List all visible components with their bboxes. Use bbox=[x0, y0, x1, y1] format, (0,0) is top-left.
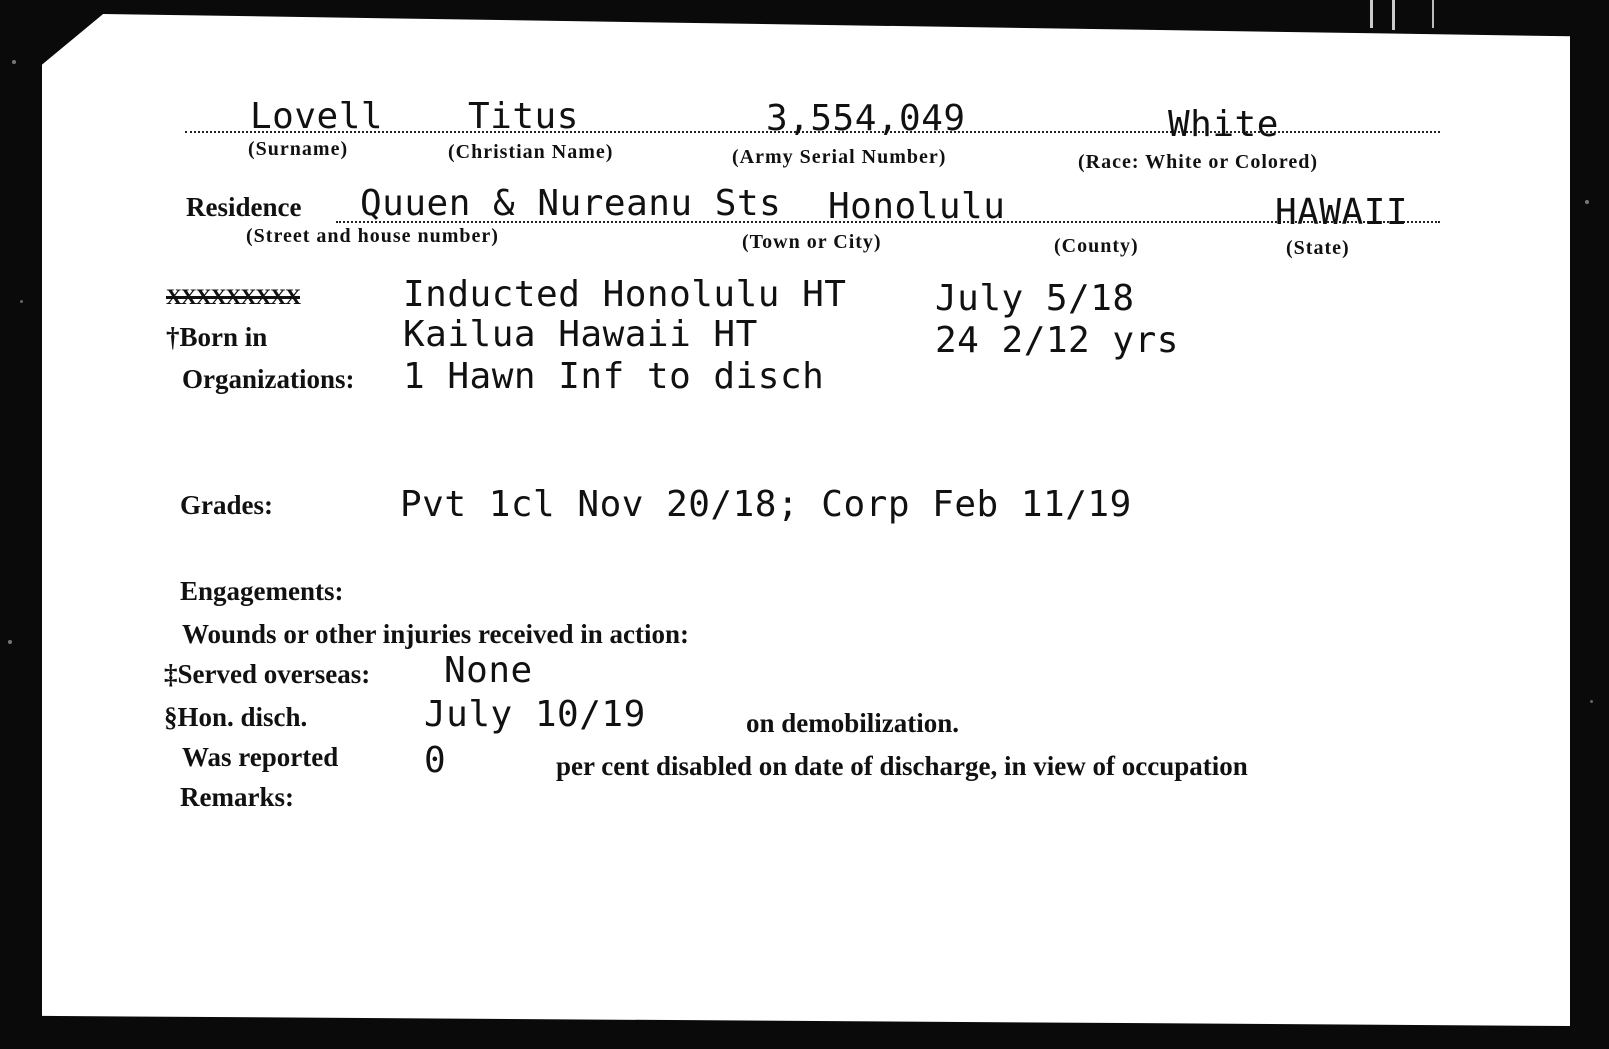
christian-name-caption: (Christian Name) bbox=[448, 141, 614, 163]
street-caption: (Street and house number) bbox=[246, 225, 499, 247]
serial-number-caption: (Army Serial Number) bbox=[732, 146, 947, 168]
struck-out-label: XXXXXXXXX bbox=[166, 284, 300, 309]
surname-value: Lovell bbox=[250, 96, 384, 137]
born-place-value: Kailua Hawaii HT bbox=[403, 314, 758, 355]
inducted-value: Inducted Honolulu HT bbox=[403, 274, 847, 315]
surname-caption: (Surname) bbox=[248, 138, 349, 160]
christian-name-value: Titus bbox=[468, 96, 579, 137]
residence-state-value: HAWAII bbox=[1275, 192, 1409, 233]
speck bbox=[1585, 200, 1589, 204]
wounds-label: Wounds or other injuries received in action: bbox=[182, 619, 690, 649]
engagements-label: Engagements: bbox=[180, 576, 344, 606]
speck bbox=[1590, 700, 1593, 703]
speck bbox=[20, 300, 23, 303]
film-edge-mark bbox=[1370, 0, 1373, 28]
was-reported-label: Was reported bbox=[182, 742, 339, 772]
served-overseas-value: None bbox=[444, 650, 533, 691]
remarks-label: Remarks: bbox=[180, 782, 294, 812]
grades-value: Pvt 1cl Nov 20/18; Corp Feb 11/19 bbox=[400, 484, 1132, 525]
state-caption: (State) bbox=[1286, 237, 1350, 259]
county-caption: (County) bbox=[1054, 235, 1139, 257]
race-value: White bbox=[1168, 104, 1279, 145]
hon-disch-label: §Hon. disch. bbox=[164, 702, 308, 732]
born-label: †Born in bbox=[166, 322, 268, 352]
film-edge-mark bbox=[1432, 0, 1434, 28]
organizations-label: Organizations: bbox=[182, 364, 355, 394]
served-overseas-label: ‡Served overseas: bbox=[164, 659, 371, 689]
disability-suffix: per cent disabled on date of discharge, in view of occupation bbox=[556, 751, 1248, 781]
age-value: 24 2/12 yrs bbox=[935, 320, 1179, 361]
residence-city-value: Honolulu bbox=[828, 186, 1006, 227]
grades-label: Grades: bbox=[180, 490, 273, 520]
race-caption: (Race: White or Colored) bbox=[1078, 151, 1319, 173]
city-caption: (Town or City) bbox=[742, 231, 882, 253]
disability-percent-value: 0 bbox=[424, 740, 447, 781]
hon-disch-suffix: on demobilization. bbox=[746, 708, 960, 738]
inducted-date-value: July 5/18 bbox=[935, 278, 1135, 319]
serial-number-value: 3,554,049 bbox=[766, 98, 966, 139]
film-edge-mark bbox=[1392, 0, 1395, 30]
residence-street-value: Quuen & Nureanu Sts bbox=[360, 183, 782, 224]
speck bbox=[8, 640, 12, 644]
residence-label: Residence bbox=[186, 192, 302, 222]
speck bbox=[12, 60, 16, 64]
hon-disch-date-value: July 10/19 bbox=[424, 694, 646, 735]
organizations-value: 1 Hawn Inf to disch bbox=[403, 356, 825, 397]
